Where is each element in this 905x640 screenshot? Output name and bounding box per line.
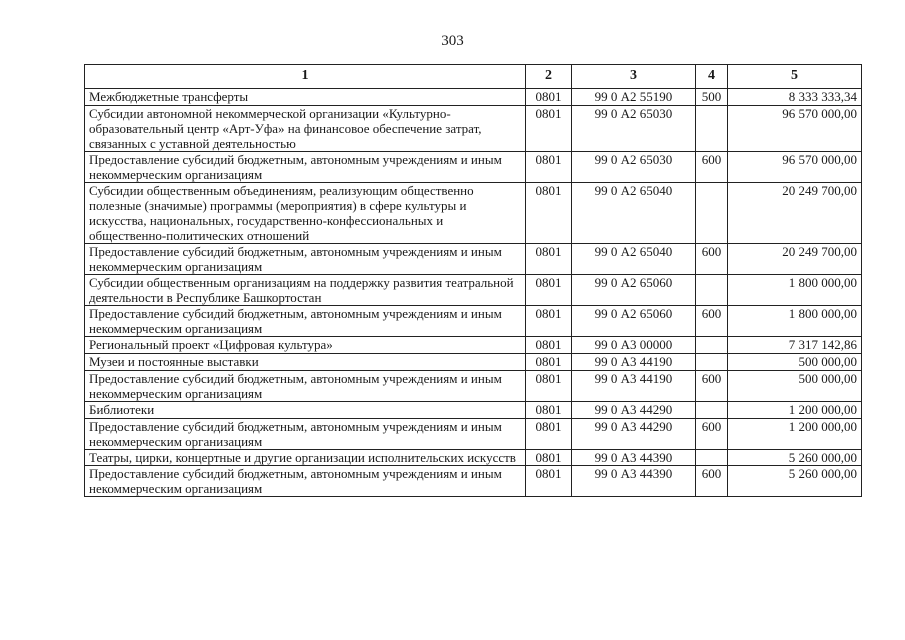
- row-amount: 500 000,00: [728, 371, 862, 402]
- row-amount: 500 000,00: [728, 354, 862, 371]
- row-amount: 8 333 333,34: [728, 89, 862, 106]
- row-section: 0801: [526, 152, 572, 183]
- row-type: [696, 275, 728, 306]
- row-amount: 20 249 700,00: [728, 244, 862, 275]
- table-row: [85, 106, 862, 152]
- table-row: [85, 337, 862, 354]
- row-section: 0801: [526, 244, 572, 275]
- row-code: 99 0 А3 44290: [572, 402, 696, 419]
- row-code: 99 0 А3 44190: [572, 354, 696, 371]
- row-name: Предоставление субсидий бюджетным, автономным учреждениям и иным некоммерческим организациям: [85, 152, 526, 183]
- row-type: [696, 337, 728, 354]
- row-name: Театры, цирки, концертные и другие организации исполнительских искусств: [85, 450, 526, 466]
- row-type: [696, 354, 728, 371]
- row-amount: 5 260 000,00: [728, 450, 862, 466]
- row-type: [696, 106, 728, 152]
- row-amount: 1 200 000,00: [728, 402, 862, 419]
- row-type: [696, 183, 728, 244]
- row-type: [696, 450, 728, 466]
- row-name: Субсидии общественным объединениям, реализующим общественно полезные (значимые) программы (мероприятия) в сфере культуры и искусства, национальных, государственно-конфессиональных и общественно-политических отношений: [85, 183, 526, 244]
- budget-table: [84, 64, 862, 497]
- row-section: 0801: [526, 402, 572, 419]
- row-name: Субсидии общественным организациям на поддержку развития театральной деятельности в Республике Башкортостан: [85, 275, 526, 306]
- row-name: Предоставление субсидий бюджетным, автономным учреждениям и иным некоммерческим организациям: [85, 371, 526, 402]
- row-code: 99 0 А2 65030: [572, 106, 696, 152]
- table-row: [85, 466, 862, 497]
- column-header-amount: 5: [728, 65, 862, 89]
- row-section: 0801: [526, 89, 572, 106]
- row-amount: 96 570 000,00: [728, 106, 862, 152]
- row-type: 600: [696, 306, 728, 337]
- row-type: 600: [696, 371, 728, 402]
- row-amount: 7 317 142,86: [728, 337, 862, 354]
- row-code: 99 0 А2 65040: [572, 244, 696, 275]
- column-header-section: 2: [526, 65, 572, 89]
- row-code: 99 0 А2 65060: [572, 306, 696, 337]
- row-section: 0801: [526, 337, 572, 354]
- row-name: Предоставление субсидий бюджетным, автономным учреждениям и иным некоммерческим организациям: [85, 244, 526, 275]
- row-section: 0801: [526, 275, 572, 306]
- row-code: 99 0 А3 44190: [572, 371, 696, 402]
- row-code: 99 0 А3 44290: [572, 419, 696, 450]
- row-code: 99 0 А3 44390: [572, 450, 696, 466]
- row-type: [696, 402, 728, 419]
- row-section: 0801: [526, 306, 572, 337]
- row-section: 0801: [526, 106, 572, 152]
- row-amount: 20 249 700,00: [728, 183, 862, 244]
- row-name: Предоставление субсидий бюджетным, автономным учреждениям и иным некоммерческим организациям: [85, 306, 526, 337]
- row-name: Предоставление субсидий бюджетным, автономным учреждениям и иным некоммерческим организациям: [85, 419, 526, 450]
- table-row: [85, 354, 862, 371]
- row-name: Региональный проект «Цифровая культура»: [85, 337, 526, 354]
- row-code: 99 0 А2 65040: [572, 183, 696, 244]
- table-row: [85, 371, 862, 402]
- table-row: [85, 402, 862, 419]
- table-row: [85, 450, 862, 466]
- table-row: [85, 275, 862, 306]
- row-section: 0801: [526, 354, 572, 371]
- row-amount: 1 800 000,00: [728, 275, 862, 306]
- table-row: [85, 244, 862, 275]
- row-section: 0801: [526, 183, 572, 244]
- table-row: [85, 183, 862, 244]
- row-code: 99 0 А3 00000: [572, 337, 696, 354]
- row-name: Предоставление субсидий бюджетным, автономным учреждениям и иным некоммерческим организациям: [85, 466, 526, 497]
- row-code: 99 0 А3 44390: [572, 466, 696, 497]
- table-header-row: [85, 65, 862, 89]
- row-code: 99 0 А2 65030: [572, 152, 696, 183]
- column-header-name: 1: [85, 65, 526, 89]
- row-name: Межбюджетные трансферты: [85, 89, 526, 106]
- row-type: 600: [696, 244, 728, 275]
- row-section: 0801: [526, 450, 572, 466]
- row-section: 0801: [526, 419, 572, 450]
- page-number: 303: [441, 33, 464, 49]
- column-header-type: 4: [696, 65, 728, 89]
- column-header-code: 3: [572, 65, 696, 89]
- row-code: 99 0 А2 55190: [572, 89, 696, 106]
- table-row: [85, 89, 862, 106]
- row-name: Библиотеки: [85, 402, 526, 419]
- table-row: [85, 152, 862, 183]
- row-amount: 96 570 000,00: [728, 152, 862, 183]
- row-type: 600: [696, 419, 728, 450]
- row-name: Музеи и постоянные выставки: [85, 354, 526, 371]
- row-section: 0801: [526, 371, 572, 402]
- row-name: Субсидии автономной некоммерческой организации «Культурно-образовательный центр «Арт-Уфа» на финансовое обеспечение затрат, связанных с уставной деятельностью: [85, 106, 526, 152]
- row-code: 99 0 А2 65060: [572, 275, 696, 306]
- row-section: 0801: [526, 466, 572, 497]
- table-row: [85, 419, 862, 450]
- row-amount: 1 800 000,00: [728, 306, 862, 337]
- table-row: [85, 306, 862, 337]
- row-type: 600: [696, 152, 728, 183]
- row-type: 600: [696, 466, 728, 497]
- row-type: 500: [696, 89, 728, 106]
- row-amount: 1 200 000,00: [728, 419, 862, 450]
- row-amount: 5 260 000,00: [728, 466, 862, 497]
